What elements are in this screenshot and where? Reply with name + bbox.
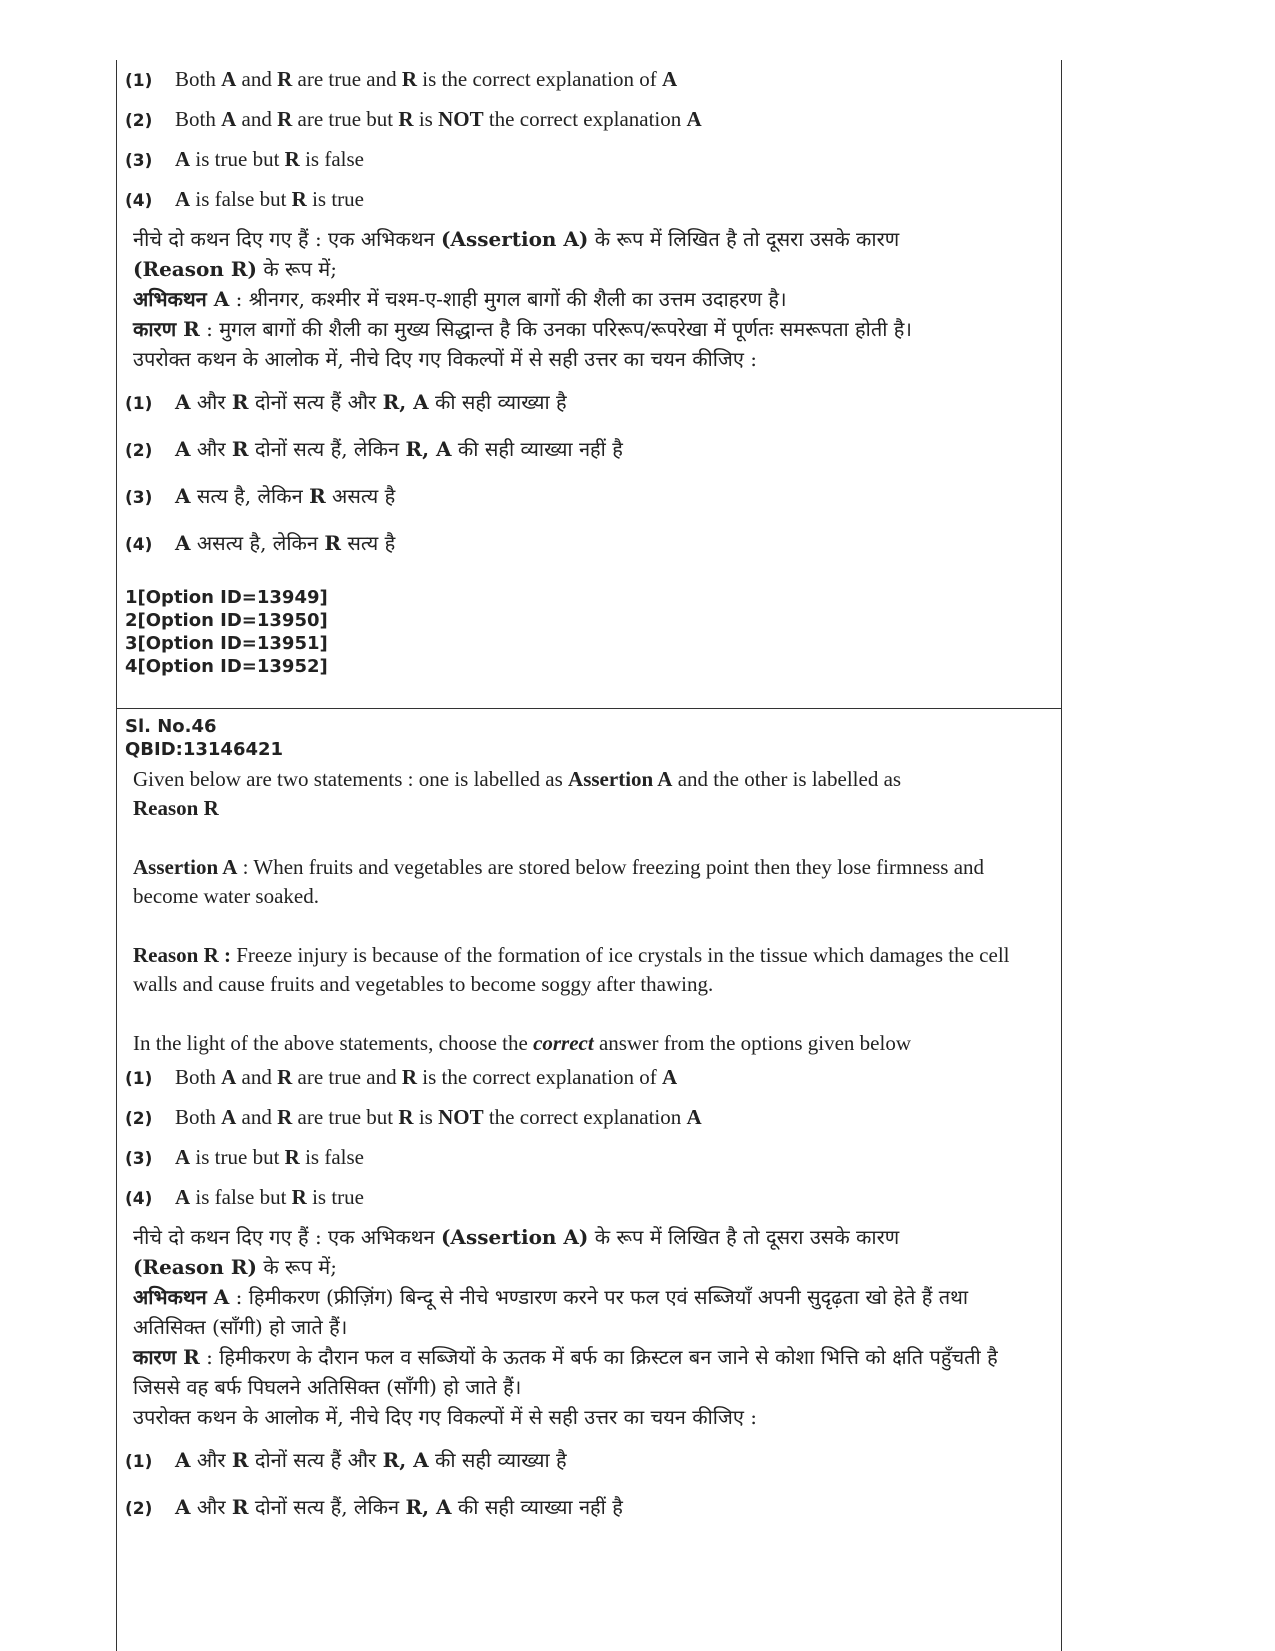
english-assertion: Assertion A : When fruits and vegetables are stored below freezing point then they lose firmness and become water soaked. (133, 855, 985, 908)
option-text: A सत्य है, लेकिन R असत्य है (175, 484, 396, 508)
option-id: 4[Option ID=13952] (125, 656, 328, 677)
option-number: (2) (125, 1109, 153, 1129)
option-text: A is true but R is false (175, 1145, 364, 1169)
option-text: A और R दोनों सत्य हैं और R, A की सही व्याख्या है (175, 1448, 567, 1472)
option-text: A is true but R is false (175, 147, 364, 171)
option-number: (3) (125, 488, 153, 508)
hindi-reason: कारण R : मुगल बागों की शैली का मुख्य सिद्धान्त है कि उनका परिरूप/रूपरेखा में पूर्णतः समरूपता होती है। (133, 317, 912, 341)
option-hi (125, 1438, 1047, 1485)
option-en (125, 1098, 1047, 1138)
option-number: (3) (125, 151, 153, 171)
option-text: A और R दोनों सत्य हैं, लेकिन R, A की सही व्याख्या नहीं है (175, 1495, 623, 1519)
option-number: (1) (125, 1452, 153, 1472)
english-instruction: In the light of the above statements, choose the correct answer from the options given below (133, 1031, 911, 1055)
option-number: (1) (125, 394, 153, 414)
option-number: (2) (125, 111, 153, 131)
option-en (125, 1178, 1047, 1218)
option-en (125, 140, 1047, 180)
hindi-instruction: उपरोक्त कथन के आलोक में, नीचे दिए गए विकल्पों में से सही उत्तर का चयन कीजिए : (133, 1405, 757, 1429)
option-hi (125, 521, 1047, 568)
hindi-assertion: अभिकथन A : हिमीकरण (फ्रीज़िंग) बिन्दू से नीचे भण्डारण करने पर फल एवं सब्जियाँ अपनी सुदृढ़ता खो हेते हैं तथा अतिसिक्त (सॉंगी) हो जाते हैं। (133, 1285, 969, 1339)
option-id-list (125, 586, 1047, 678)
option-text: A और R दोनों सत्य हैं और R, A की सही व्याख्या है (175, 390, 567, 414)
hindi-assertion: अभिकथन A : श्रीनगर, कश्मीर में चश्म-ए-शाही मुगल बागों की शैली का उत्तम उदाहरण है। (133, 287, 787, 311)
option-en (125, 1058, 1047, 1098)
hindi-instruction: उपरोक्त कथन के आलोक में, नीचे दिए गए विकल्पों में से सही उत्तर का चयन कीजिए : (133, 347, 757, 371)
question-46-section (117, 709, 1061, 1532)
option-en (125, 100, 1047, 140)
option-id: 3[Option ID=13951] (125, 633, 328, 654)
hindi-statement (125, 224, 1047, 374)
option-text: A is false but R is true (175, 187, 364, 211)
option-text: Both A and R are true and R is the correct explanation of A (175, 67, 678, 91)
english-statement (125, 765, 1047, 1058)
option-number: (1) (125, 1069, 153, 1089)
option-text: Both A and R are true and R is the correct explanation of A (175, 1065, 678, 1089)
option-number: (2) (125, 1499, 153, 1519)
qbid: QBID:13146421 (125, 739, 284, 760)
english-reason: Reason R : Freeze injury is because of the formation of ice crystals in the tissue which damages the cell walls and cause fruits and vegetables to become soggy after thawing. (133, 943, 1010, 996)
serial-number: Sl. No.46 (125, 716, 217, 737)
option-text: A और R दोनों सत्य हैं, लेकिन R, A की सही व्याख्या नहीं है (175, 437, 623, 461)
option-en (125, 1138, 1047, 1178)
option-number: (1) (125, 71, 153, 91)
option-number: (4) (125, 1189, 153, 1209)
previous-question-section (117, 60, 1061, 709)
english-options (125, 60, 1047, 220)
option-text: A is false but R is true (175, 1185, 364, 1209)
hindi-options (125, 1438, 1047, 1532)
option-text: A असत्य है, लेकिन R सत्य है (175, 531, 396, 555)
hindi-options (125, 380, 1047, 568)
option-en (125, 60, 1047, 100)
english-intro: Given below are two statements : one is labelled as Assertion A and the other is labelled as Reason R (133, 767, 902, 820)
option-hi (125, 427, 1047, 474)
option-number: (2) (125, 441, 153, 461)
option-number: (4) (125, 535, 153, 555)
option-hi (125, 380, 1047, 427)
question-meta (125, 709, 1047, 761)
option-en (125, 180, 1047, 220)
option-text: Both A and R are true but R is NOT the correct explanation A (175, 1105, 702, 1129)
hindi-reason: कारण R : हिमीकरण के दौरान फल व सब्जियों के ऊतक में बर्फ का क्रिस्टल बन जाने से कोशा भित्ति को क्षति पहुँचती है जिससे वह बर्फ पिघलने अतिसिक्त (सॉंगी) हो जाते हैं। (133, 1345, 998, 1399)
option-hi (125, 1485, 1047, 1532)
option-hi (125, 474, 1047, 521)
option-number: (4) (125, 191, 153, 211)
question-frame (116, 60, 1062, 1651)
english-options (125, 1058, 1047, 1218)
option-text: Both A and R are true but R is NOT the correct explanation A (175, 107, 702, 131)
hindi-intro: नीचे दो कथन दिए गए हैं : एक अभिकथन (Assertion A) के रूप में लिखित है तो दूसरा उसके कारण (Reason R) के रूप में; (133, 1225, 900, 1279)
hindi-statement (125, 1222, 1047, 1432)
option-number: (3) (125, 1149, 153, 1169)
option-id: 2[Option ID=13950] (125, 610, 328, 631)
option-id: 1[Option ID=13949] (125, 587, 328, 608)
hindi-intro: नीचे दो कथन दिए गए हैं : एक अभिकथन (Assertion A) के रूप में लिखित है तो दूसरा उसके कारण (Reason R) के रूप में; (133, 227, 900, 281)
